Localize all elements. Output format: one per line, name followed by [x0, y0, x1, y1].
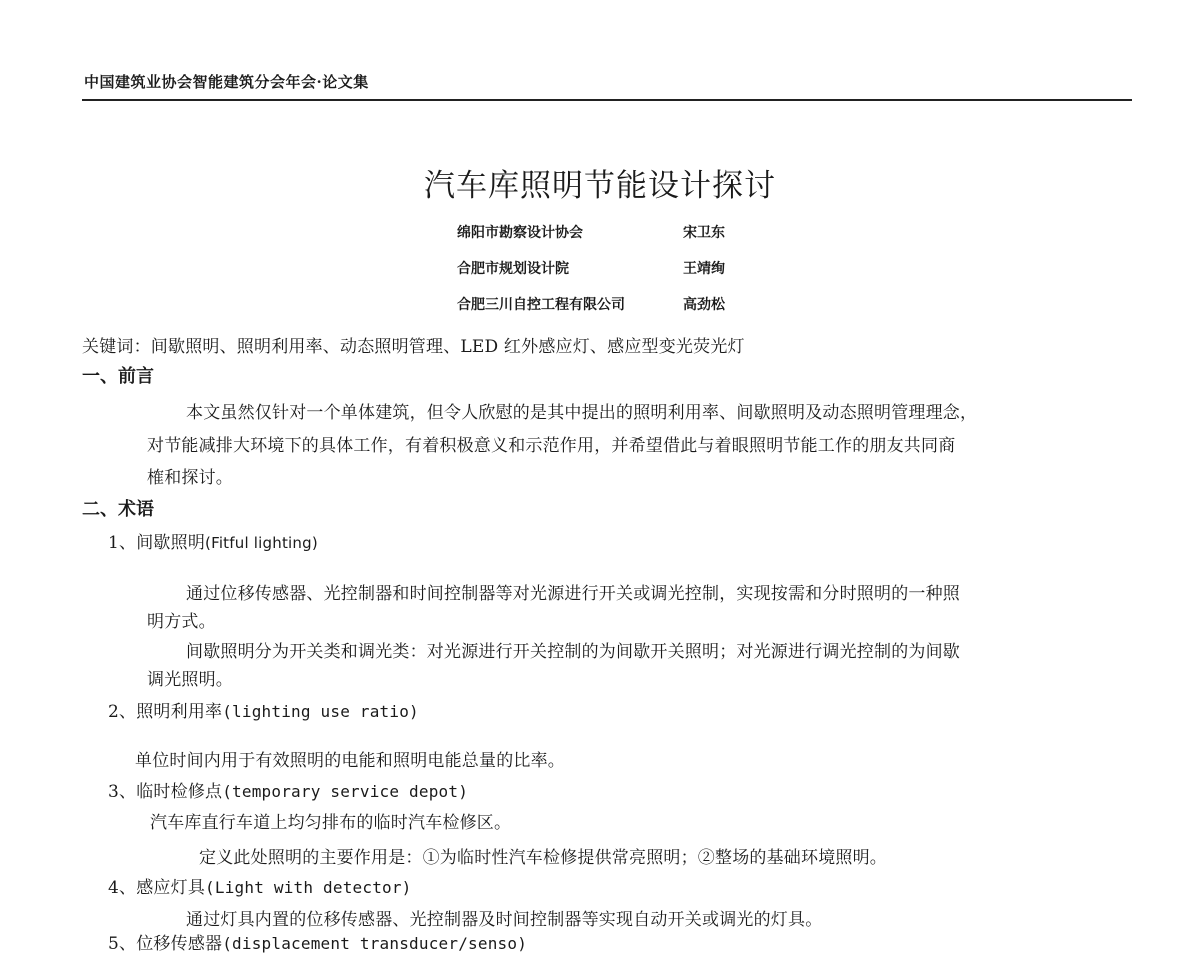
term-heading	[108, 929, 527, 954]
author-name: 宋卫东	[683, 225, 725, 241]
term-label: 2、照明利用率	[108, 702, 223, 722]
term-definition: 通过灯具内置的位移传感器、光控制器及时间控制器等实现自动开关或调光的灯具。	[186, 910, 823, 930]
author-affiliation: 合肥市规划设计院	[457, 261, 569, 277]
term-english: (displacement transducer/senso)	[222, 934, 528, 953]
term-english: (Fitful lighting)	[205, 534, 318, 552]
term-english: (Light with detector)	[205, 878, 412, 897]
section-heading-preface: 一、前言	[82, 366, 154, 387]
header-divider	[82, 99, 1132, 101]
author-affiliation: 合肥三川自控工程有限公司	[457, 297, 625, 313]
term-definition: 单位时间内用于有效照明的电能和照明电能总量的比率。	[135, 751, 565, 771]
term-label: 1、间歇照明	[108, 533, 206, 553]
keywords-line: 关键词：间歇照明、照明利用率、动态照明管理、LED 红外感应灯、感应型变光荧光灯	[82, 337, 745, 357]
term-definition: 明方式。	[147, 612, 216, 632]
term-definition: 调光照明。	[147, 670, 233, 690]
term-definition: 汽车库直行车道上均匀排布的临时汽车检修区。	[150, 813, 512, 833]
term-heading	[108, 873, 412, 898]
preface-line: 对节能减排大环境下的具体工作，有着积极意义和示范作用，并希望借此与着眼照明节能工作的朋友共同商	[147, 436, 956, 456]
term-heading	[108, 777, 468, 802]
term-label: 4、感应灯具	[108, 878, 206, 898]
term-definition: 间歇照明分为开关类和调光类：对光源进行开关控制的为间歇开关照明；对光源进行调光控制的为间歇	[186, 642, 960, 662]
term-definition: 通过位移传感器、光控制器和时间控制器等对光源进行开关或调光控制，实现按需和分时照明的一种照	[186, 584, 960, 604]
term-english: (lighting use ratio)	[222, 702, 419, 721]
running-header: 中国建筑业协会智能建筑分会年会·论文集	[84, 73, 369, 91]
paper-title: 汽车库照明节能设计探讨	[424, 168, 776, 204]
author-affiliation: 绵阳市勘察设计协会	[457, 225, 583, 241]
author-name: 高劲松	[683, 297, 725, 313]
preface-line: 本文虽然仅针对一个单体建筑，但令人欣慰的是其中提出的照明利用率、间歇照明及动态照明管理理念，	[186, 403, 978, 423]
term-heading	[108, 697, 419, 722]
term-english: (temporary service depot)	[222, 782, 469, 801]
preface-line: 榷和探讨。	[147, 468, 233, 488]
term-definition: 定义此处照明的主要作用是：①为临时性汽车检修提供常亮照明；②整场的基础环境照明。	[199, 848, 887, 868]
term-label: 5、位移传感器	[108, 934, 223, 954]
term-heading	[108, 528, 318, 553]
section-heading-terms: 二、术语	[82, 499, 154, 520]
author-name: 王靖绚	[683, 261, 725, 277]
term-label: 3、临时检修点	[108, 782, 223, 802]
